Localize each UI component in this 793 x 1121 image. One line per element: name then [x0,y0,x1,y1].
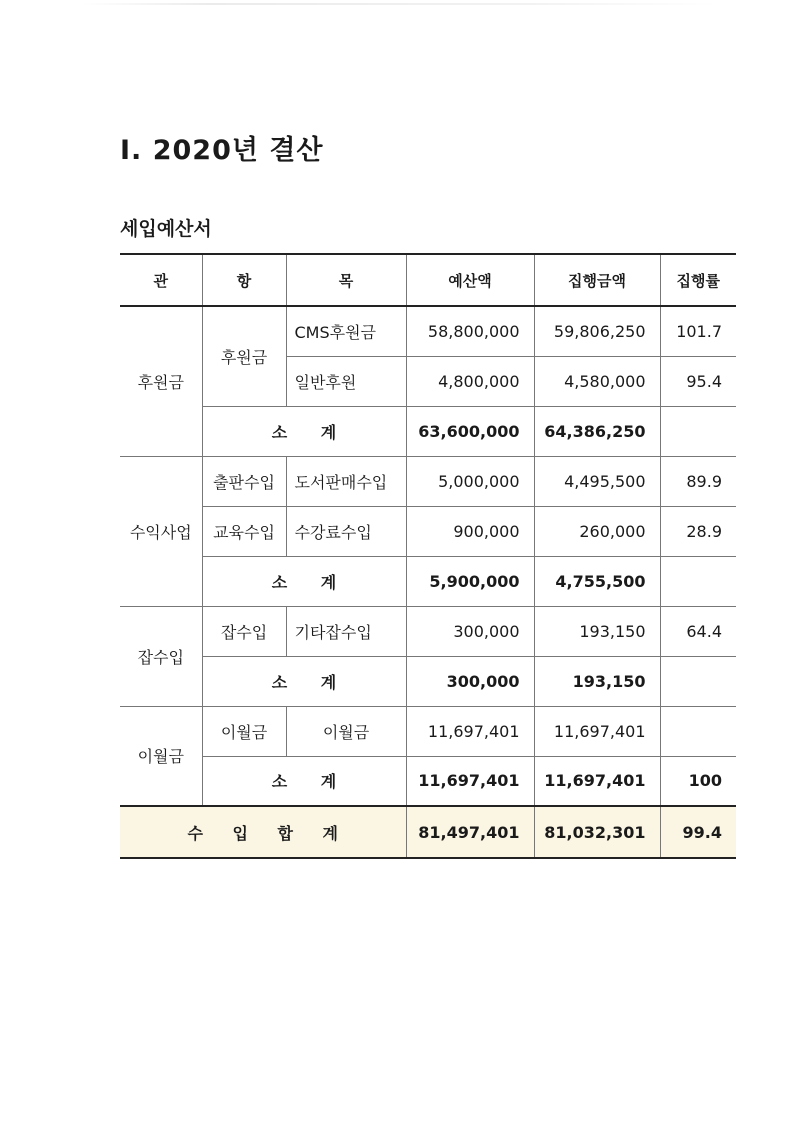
mok-cell: 도서판매수입 [286,456,406,506]
subtotal-rate [660,556,736,606]
header-budget: 예산액 [406,254,534,306]
subtotal-executed: 4,755,500 [534,556,660,606]
mok-cell: 기타잡수입 [286,606,406,656]
table-row [120,506,736,556]
hang-cell: 출판수입 [202,456,286,506]
budget-cell: 900,000 [406,506,534,556]
header-hang: 항 [202,254,286,306]
page-title: Ⅰ. 2020년 결산 [120,135,324,166]
executed-cell: 4,580,000 [534,356,660,406]
executed-cell: 193,150 [534,606,660,656]
executed-cell: 260,000 [534,506,660,556]
hang-cell: 잡수입 [202,606,286,656]
rate-cell: 101.7 [660,306,736,356]
mok-cell: CMS후원금 [286,306,406,356]
executed-cell: 11,697,401 [534,706,660,756]
gwan-cell: 수익사업 [120,456,202,606]
total-budget: 81,497,401 [406,806,534,858]
rate-cell: 28.9 [660,506,736,556]
subtotal-row [120,656,736,706]
subtotal-budget: 63,600,000 [406,406,534,456]
budget-cell: 4,800,000 [406,356,534,406]
budget-cell: 58,800,000 [406,306,534,356]
subtotal-label: 소 계 [202,756,406,806]
executed-cell: 59,806,250 [534,306,660,356]
subtotal-row [120,556,736,606]
hang-cell: 후원금 [202,306,286,406]
mok-cell: 수강료수입 [286,506,406,556]
gwan-cell: 이월금 [120,706,202,806]
rate-cell: 95.4 [660,356,736,406]
subtotal-row [120,406,736,456]
subtotal-rate [660,406,736,456]
subtotal-row [120,756,736,806]
total-row [120,806,736,858]
subtotal-rate [660,656,736,706]
rate-cell: 64.4 [660,606,736,656]
subtotal-executed: 64,386,250 [534,406,660,456]
subtotal-budget: 300,000 [406,656,534,706]
section-title: 세입예산서 [120,218,212,240]
subtotal-budget: 11,697,401 [406,756,534,806]
subtotal-label: 소 계 [202,556,406,606]
hang-cell: 이월금 [202,706,286,756]
subtotal-executed: 11,697,401 [534,756,660,806]
header-gwan: 관 [120,254,202,306]
header-mok: 목 [286,254,406,306]
total-label: 수 입 합 계 [120,806,406,858]
hang-cell: 교육수입 [202,506,286,556]
subtotal-label: 소 계 [202,656,406,706]
header-rate: 집행률 [660,254,736,306]
budget-cell: 300,000 [406,606,534,656]
scan-artifact-line [80,3,720,5]
subtotal-rate: 100 [660,756,736,806]
header-executed: 집행금액 [534,254,660,306]
gwan-cell: 잡수입 [120,606,202,706]
executed-cell: 4,495,500 [534,456,660,506]
table-header-row [120,254,736,306]
mok-cell: 일반후원 [286,356,406,406]
mok-cell: 이월금 [286,706,406,756]
table-row [120,456,736,506]
revenue-budget-table [120,253,736,859]
subtotal-executed: 193,150 [534,656,660,706]
table-row [120,306,736,356]
total-rate: 99.4 [660,806,736,858]
total-executed: 81,032,301 [534,806,660,858]
subtotal-budget: 5,900,000 [406,556,534,606]
gwan-cell: 후원금 [120,306,202,456]
table-row [120,606,736,656]
rate-cell [660,706,736,756]
subtotal-label: 소 계 [202,406,406,456]
budget-cell: 11,697,401 [406,706,534,756]
table-row [120,706,736,756]
rate-cell: 89.9 [660,456,736,506]
budget-cell: 5,000,000 [406,456,534,506]
